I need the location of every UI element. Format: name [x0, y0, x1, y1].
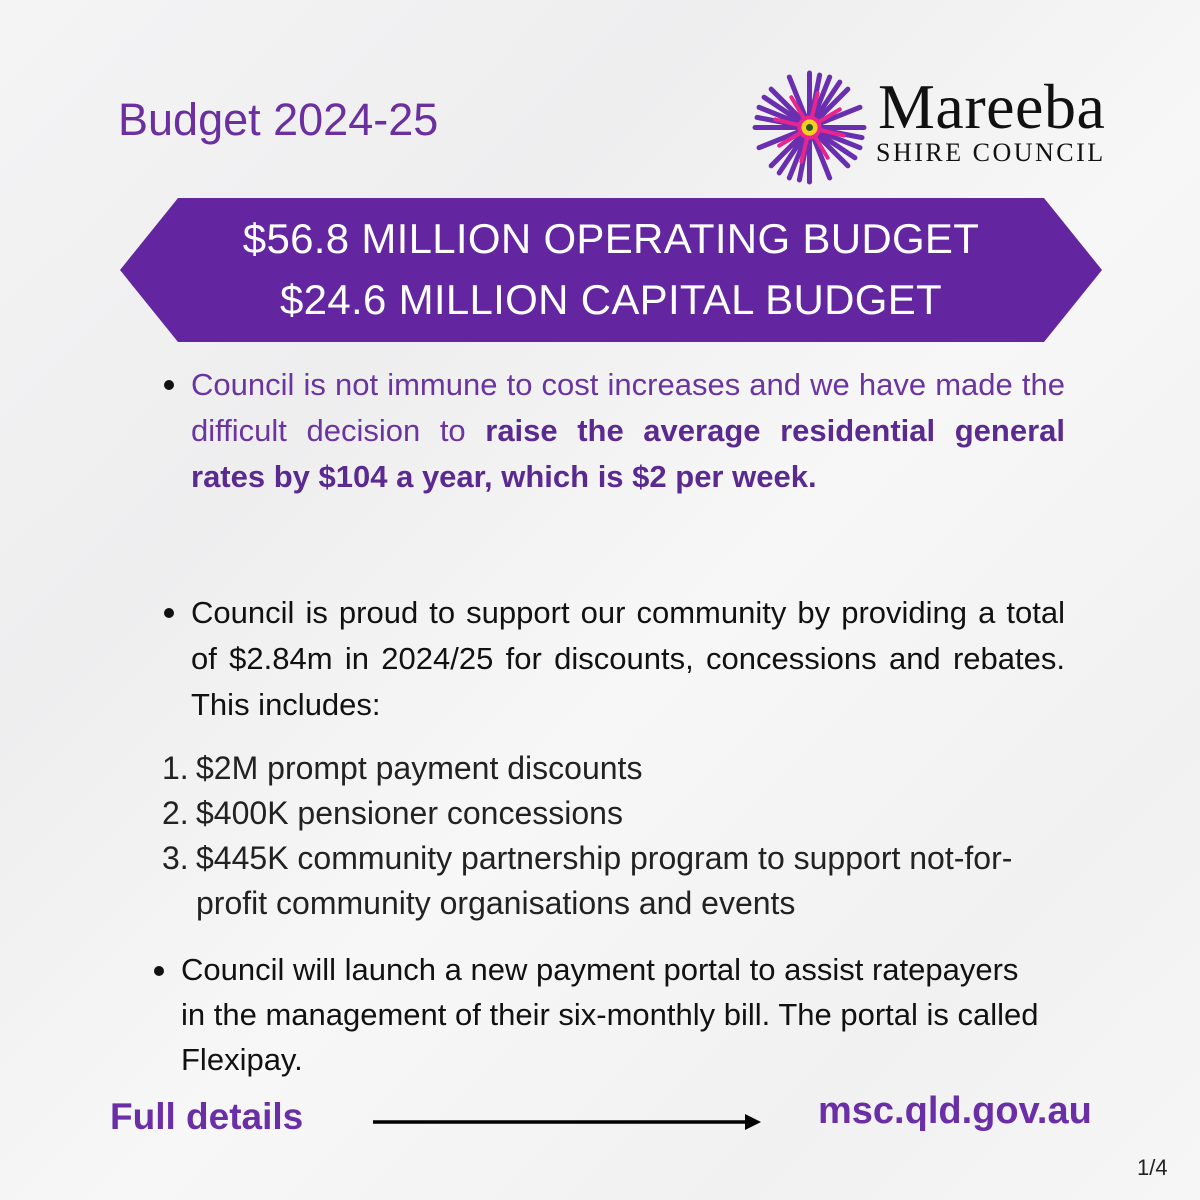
list-text: $400K pensioner concessions	[196, 795, 623, 831]
arrow-right-icon	[373, 1111, 763, 1133]
rates-text: Council is not immune to cost increases and we have made the difficult decision to	[191, 367, 1065, 448]
page-title: Budget 2024-25	[118, 94, 439, 145]
community-support-bullet: Council is proud to support our community by providing a total of $2.84m in 2024/25 for discounts, concessions and rebates. This includes:	[191, 595, 1065, 722]
logo-subtitle: SHIRE COUNCIL	[876, 138, 1106, 167]
list-number: 2.	[162, 795, 189, 831]
list-item	[162, 791, 1062, 836]
list-number: 1.	[162, 750, 189, 786]
budget-banner	[120, 198, 1102, 342]
flower-logo-icon	[752, 70, 867, 185]
list-number: 3.	[162, 840, 189, 876]
list-text: $2M prompt payment discounts	[196, 750, 643, 786]
page-number: 1/4	[1137, 1155, 1168, 1180]
operating-budget-text: $56.8 MILLION OPERATING BUDGET	[242, 215, 980, 262]
logo-name: Mareeba	[878, 71, 1106, 142]
flexipay-bullet: Council will launch a new payment portal to assist ratepayers in the management of their six-monthly bill. The portal is called Flexipay.	[181, 952, 1039, 1077]
rates-increase-bullet	[191, 362, 1065, 500]
full-details-label: Full details	[110, 1096, 304, 1137]
bullet-dot	[154, 966, 164, 976]
list-item	[162, 746, 1062, 791]
rates-highlight: raise the average residential general rates by $104 a year, which is $2 per week.	[191, 413, 1065, 494]
bullet-dot	[164, 380, 174, 390]
list-item	[162, 836, 1062, 926]
capital-budget-text: $24.6 MILLION CAPITAL BUDGET	[280, 276, 942, 323]
bullet-dot	[164, 608, 174, 618]
website-link[interactable]: msc.qld.gov.au	[818, 1090, 1092, 1132]
list-text: $445K community partnership program to support not-for-profit community organisations and events	[196, 840, 1013, 921]
discounts-list	[162, 746, 1062, 926]
